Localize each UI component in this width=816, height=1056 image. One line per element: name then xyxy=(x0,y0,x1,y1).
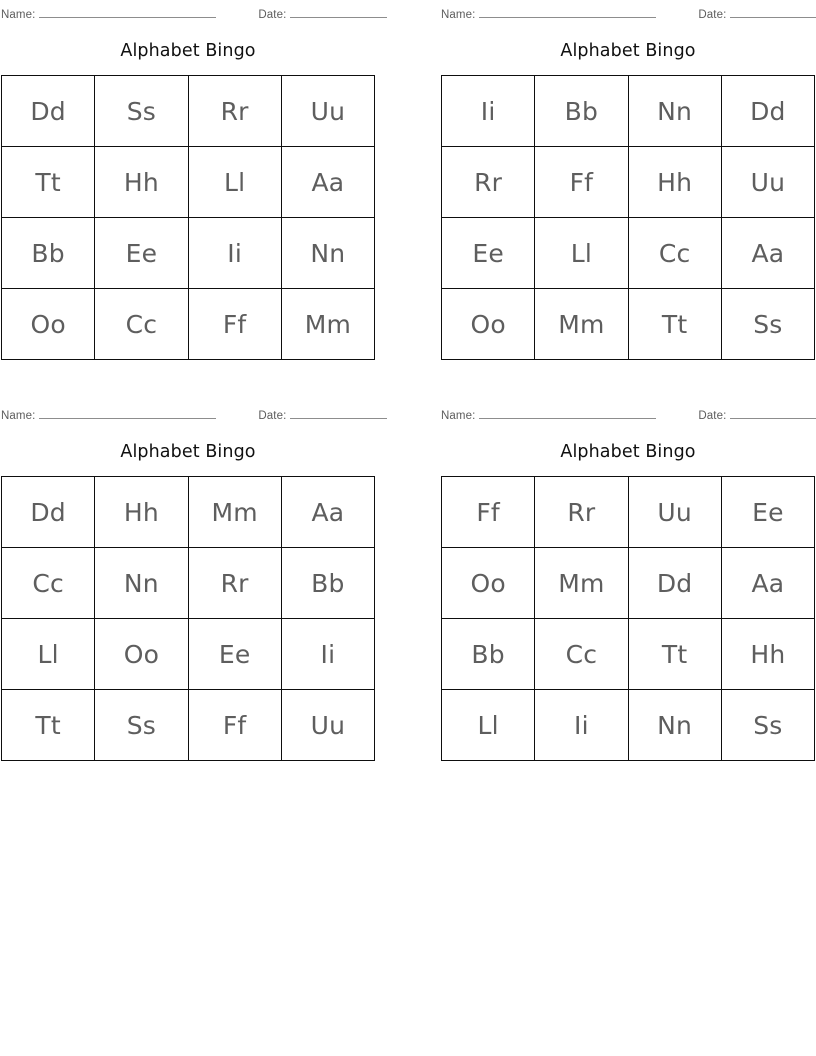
bingo-cell[interactable]: Oo xyxy=(442,548,535,619)
name-date-row xyxy=(441,6,815,22)
name-field-group xyxy=(1,407,216,422)
bingo-cell[interactable]: Ss xyxy=(95,76,188,147)
table-row xyxy=(2,477,375,548)
bingo-cell[interactable]: Dd xyxy=(2,477,95,548)
name-field-group xyxy=(1,6,216,21)
date-input[interactable] xyxy=(730,6,816,18)
bingo-cell[interactable]: Rr xyxy=(442,147,535,218)
table-row xyxy=(2,690,375,761)
bingo-cell[interactable]: Bb xyxy=(535,76,628,147)
bingo-cell[interactable]: Cc xyxy=(2,548,95,619)
date-input[interactable] xyxy=(290,6,387,18)
bingo-grid xyxy=(1,75,375,360)
date-label: Date: xyxy=(698,410,727,422)
name-label: Name: xyxy=(441,410,476,422)
name-date-row xyxy=(441,407,815,423)
bingo-grid xyxy=(441,476,815,761)
name-input[interactable] xyxy=(479,6,656,18)
bingo-cell[interactable]: Nn xyxy=(628,690,721,761)
bingo-cell[interactable]: Uu xyxy=(628,477,721,548)
bingo-grid xyxy=(1,476,375,761)
bingo-cell[interactable]: Ll xyxy=(188,147,281,218)
bingo-cell[interactable]: Ee xyxy=(95,218,188,289)
bingo-cell[interactable]: Ff xyxy=(188,690,281,761)
bingo-cell[interactable]: Oo xyxy=(2,289,95,360)
bingo-cell[interactable]: Rr xyxy=(188,548,281,619)
name-date-row xyxy=(1,6,375,22)
bingo-cell[interactable]: Hh xyxy=(95,147,188,218)
table-row xyxy=(2,147,375,218)
bingo-cell[interactable]: Ee xyxy=(721,477,814,548)
bingo-cell[interactable]: Ff xyxy=(442,477,535,548)
date-field-group xyxy=(258,6,387,21)
bingo-cell[interactable]: Uu xyxy=(281,76,374,147)
table-row xyxy=(442,477,815,548)
bingo-cell[interactable]: Ll xyxy=(535,218,628,289)
name-label: Name: xyxy=(1,410,36,422)
table-row xyxy=(442,76,815,147)
name-input[interactable] xyxy=(479,407,656,419)
bingo-card-top-left xyxy=(0,0,408,360)
bingo-card-bottom-left xyxy=(0,360,408,761)
table-row xyxy=(2,619,375,690)
card-title: Alphabet Bingo xyxy=(120,442,256,462)
name-field-group xyxy=(441,407,656,422)
bingo-cell[interactable]: Ee xyxy=(188,619,281,690)
bingo-cell[interactable]: Mm xyxy=(535,289,628,360)
bingo-cell[interactable]: Ss xyxy=(95,690,188,761)
date-label: Date: xyxy=(698,9,727,21)
bingo-cell[interactable]: Aa xyxy=(281,147,374,218)
bingo-cell[interactable]: Ii xyxy=(281,619,374,690)
bingo-cell[interactable]: Ll xyxy=(2,619,95,690)
name-label: Name: xyxy=(1,9,36,21)
bingo-cell[interactable]: Mm xyxy=(281,289,374,360)
bingo-cell[interactable]: Ii xyxy=(188,218,281,289)
name-input[interactable] xyxy=(39,407,216,419)
bingo-cell[interactable]: Ff xyxy=(188,289,281,360)
bingo-cell[interactable]: Ii xyxy=(535,690,628,761)
date-input[interactable] xyxy=(730,407,816,419)
date-field-group xyxy=(698,6,816,21)
bingo-cell[interactable]: Aa xyxy=(281,477,374,548)
bingo-cell[interactable]: Aa xyxy=(721,218,814,289)
table-row xyxy=(442,289,815,360)
bingo-card-top-right xyxy=(408,0,816,360)
bingo-cell[interactable]: Tt xyxy=(2,147,95,218)
card-title: Alphabet Bingo xyxy=(120,41,256,61)
bingo-cell[interactable]: Uu xyxy=(281,690,374,761)
bingo-cell[interactable]: Oo xyxy=(442,289,535,360)
bingo-cell[interactable]: Mm xyxy=(535,548,628,619)
date-input[interactable] xyxy=(290,407,387,419)
bingo-cell[interactable]: Tt xyxy=(628,289,721,360)
bingo-cell[interactable]: Ii xyxy=(442,76,535,147)
bingo-cell[interactable]: Dd xyxy=(2,76,95,147)
bingo-cell[interactable]: Ee xyxy=(442,218,535,289)
table-row xyxy=(2,76,375,147)
bingo-cell[interactable]: Oo xyxy=(95,619,188,690)
bingo-cell[interactable]: Nn xyxy=(628,76,721,147)
bingo-cell[interactable]: Dd xyxy=(628,548,721,619)
bingo-cell[interactable]: Ff xyxy=(535,147,628,218)
table-row xyxy=(442,548,815,619)
bingo-grid xyxy=(441,75,815,360)
bingo-cell[interactable]: Cc xyxy=(628,218,721,289)
date-field-group xyxy=(258,407,387,422)
bingo-cell[interactable]: Rr xyxy=(535,477,628,548)
bingo-cell[interactable]: Hh xyxy=(95,477,188,548)
card-title: Alphabet Bingo xyxy=(560,442,696,462)
bingo-cell[interactable]: Nn xyxy=(95,548,188,619)
table-row xyxy=(2,289,375,360)
card-title: Alphabet Bingo xyxy=(560,41,696,61)
name-label: Name: xyxy=(441,9,476,21)
bingo-cell[interactable]: Ss xyxy=(721,690,814,761)
name-date-row xyxy=(1,407,375,423)
bingo-cell[interactable]: Cc xyxy=(535,619,628,690)
bingo-cell[interactable]: Tt xyxy=(2,690,95,761)
bingo-cell[interactable]: Ll xyxy=(442,690,535,761)
bingo-cell[interactable]: Cc xyxy=(95,289,188,360)
bingo-cell[interactable]: Mm xyxy=(188,477,281,548)
bingo-cell[interactable]: Rr xyxy=(188,76,281,147)
table-row xyxy=(2,548,375,619)
date-field-group xyxy=(698,407,816,422)
bingo-cell[interactable]: Tt xyxy=(628,619,721,690)
bingo-cell[interactable]: Dd xyxy=(721,76,814,147)
bingo-cell[interactable]: Hh xyxy=(721,619,814,690)
bingo-cell[interactable]: Aa xyxy=(721,548,814,619)
bingo-cell[interactable]: Bb xyxy=(2,218,95,289)
bingo-cell[interactable]: Hh xyxy=(628,147,721,218)
table-row xyxy=(2,218,375,289)
bingo-cell[interactable]: Bb xyxy=(442,619,535,690)
table-row xyxy=(442,619,815,690)
table-row xyxy=(442,218,815,289)
bingo-card-bottom-right xyxy=(408,360,816,761)
bingo-cell[interactable]: Uu xyxy=(721,147,814,218)
bingo-cell[interactable]: Ss xyxy=(721,289,814,360)
name-input[interactable] xyxy=(39,6,216,18)
bingo-cell[interactable]: Bb xyxy=(281,548,374,619)
name-field-group xyxy=(441,6,656,21)
bingo-cell[interactable]: Nn xyxy=(281,218,374,289)
date-label: Date: xyxy=(258,9,287,21)
table-row xyxy=(442,147,815,218)
date-label: Date: xyxy=(258,410,287,422)
table-row xyxy=(442,690,815,761)
